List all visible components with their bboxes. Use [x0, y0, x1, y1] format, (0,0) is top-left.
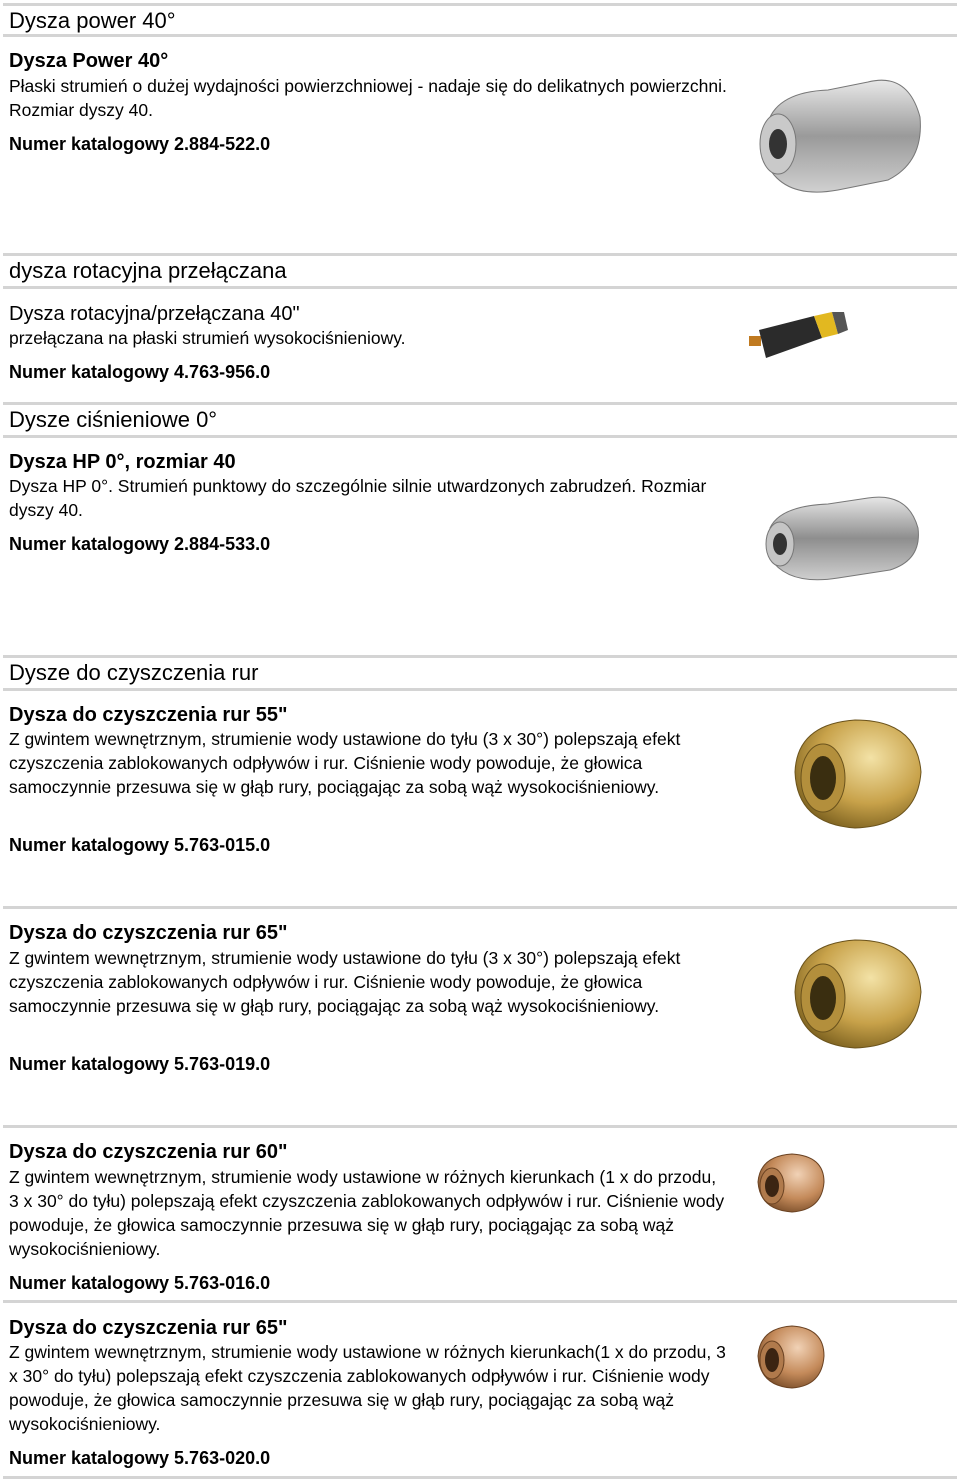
pipe-nozzle-55-image [785, 712, 925, 834]
divider [3, 906, 957, 909]
product-title-power: Dysza Power 40° [9, 50, 169, 72]
power-nozzle-image [748, 62, 928, 212]
product-title-pipe-65a: Dysza do czyszczenia rur 65" [9, 922, 288, 944]
product-description-pipe-55: Z gwintem wewnętrznym, strumienie wody ustawione do tyłu (3 x 30°) polepszają efekt czyszczenia zablokowanych odpływów i rur. Ciśnienie wody powoduje, że głowica samoczynnie przesuwa się w głąb rury, pociągając za sobą wąż wysokociśnieniowy. [9, 729, 681, 797]
pipe-nozzle-60-image [752, 1150, 828, 1216]
catalog-number-pipe-65b: Numer katalogowy 5.763-020.0 [9, 1448, 271, 1468]
product-description-rotary: przełączana na płaski strumień wysokociśnieniowy. [9, 328, 406, 348]
product-title-rotary: Dysza rotacyjna/przełączana 40" [9, 303, 300, 325]
product-title-pipe-55: Dysza do czyszczenia rur 55" [9, 704, 288, 726]
divider [3, 1125, 957, 1128]
pipe-nozzle-65a-image [785, 932, 925, 1054]
section-title-rotary: dysza rotacyjna przełączana [3, 253, 957, 289]
catalog-number-pipe-65a: Numer katalogowy 5.763-019.0 [9, 1054, 271, 1074]
divider [3, 1300, 957, 1303]
product-title-pipe-60: Dysza do czyszczenia rur 60" [9, 1141, 288, 1163]
product-description-pipe-65b: Z gwintem wewnętrznym, strumienie wody ustawione w różnych kierunkach(1 x do przodu, 3 x 30° do tyłu) polepszają efekt czyszczenia zablokowanych odpływów i rur. Ciśnienie wody powoduje, że głowica samoczynnie przesuwa się w głąb rury, pociągając za sobą wąż wysokociśnieniowy. [9, 1342, 726, 1434]
catalog-number-pressure: Numer katalogowy 2.884-533.0 [9, 534, 271, 554]
catalog-number-pipe-55: Numer katalogowy 5.763-015.0 [9, 835, 271, 855]
section-title-power: Dysza power 40° [3, 3, 957, 37]
divider [3, 1476, 957, 1479]
pressure-nozzle-image [758, 488, 928, 588]
catalog-number-power: Numer katalogowy 2.884-522.0 [9, 134, 271, 154]
pipe-nozzle-65b-image [752, 1322, 828, 1392]
product-title-pipe-65b: Dysza do czyszczenia rur 65" [9, 1317, 288, 1339]
catalog-number-rotary: Numer katalogowy 4.763-956.0 [9, 362, 271, 382]
product-title-pressure: Dysza HP 0°, rozmiar 40 [9, 451, 236, 473]
product-description-pipe-65a: Z gwintem wewnętrznym, strumienie wody ustawione do tyłu (3 x 30°) polepszają efekt czyszczenia zablokowanych odpływów i rur. Ciśnienie wody powoduje, że głowica samoczynnie przesuwa się w głąb rury, pociągając za sobą wąż wysokociśnieniowy. [9, 948, 681, 1016]
catalog-number-pipe-60: Numer katalogowy 5.763-016.0 [9, 1273, 271, 1293]
product-description-power: Płaski strumień o dużej wydajności powierzchniowej - nadaje się do delikatnych powierzchni. Rozmiar dyszy 40. [9, 76, 727, 120]
section-title-pipes: Dysze do czyszczenia rur [3, 655, 957, 691]
rotary-nozzle-image [744, 308, 864, 368]
product-description-pipe-60: Z gwintem wewnętrznym, strumienie wody ustawione w różnych kierunkach (1 x do przodu, 3 x 30° do tyłu) polepszają efekt czyszczenia zablokowanych odpływów i rur. Ciśnienie wody powoduje, że głowica samoczynnie przesuwa się w głąb rury, pociągając za sobą wąż wysokociśnieniowy. [9, 1167, 725, 1259]
section-title-pressure: Dysze ciśnieniowe 0° [3, 402, 957, 438]
product-description-pressure: Dysza HP 0°. Strumień punktowy do szczególnie silnie utwardzonych zabrudzeń. Rozmiar dyszy 40. [9, 476, 707, 520]
